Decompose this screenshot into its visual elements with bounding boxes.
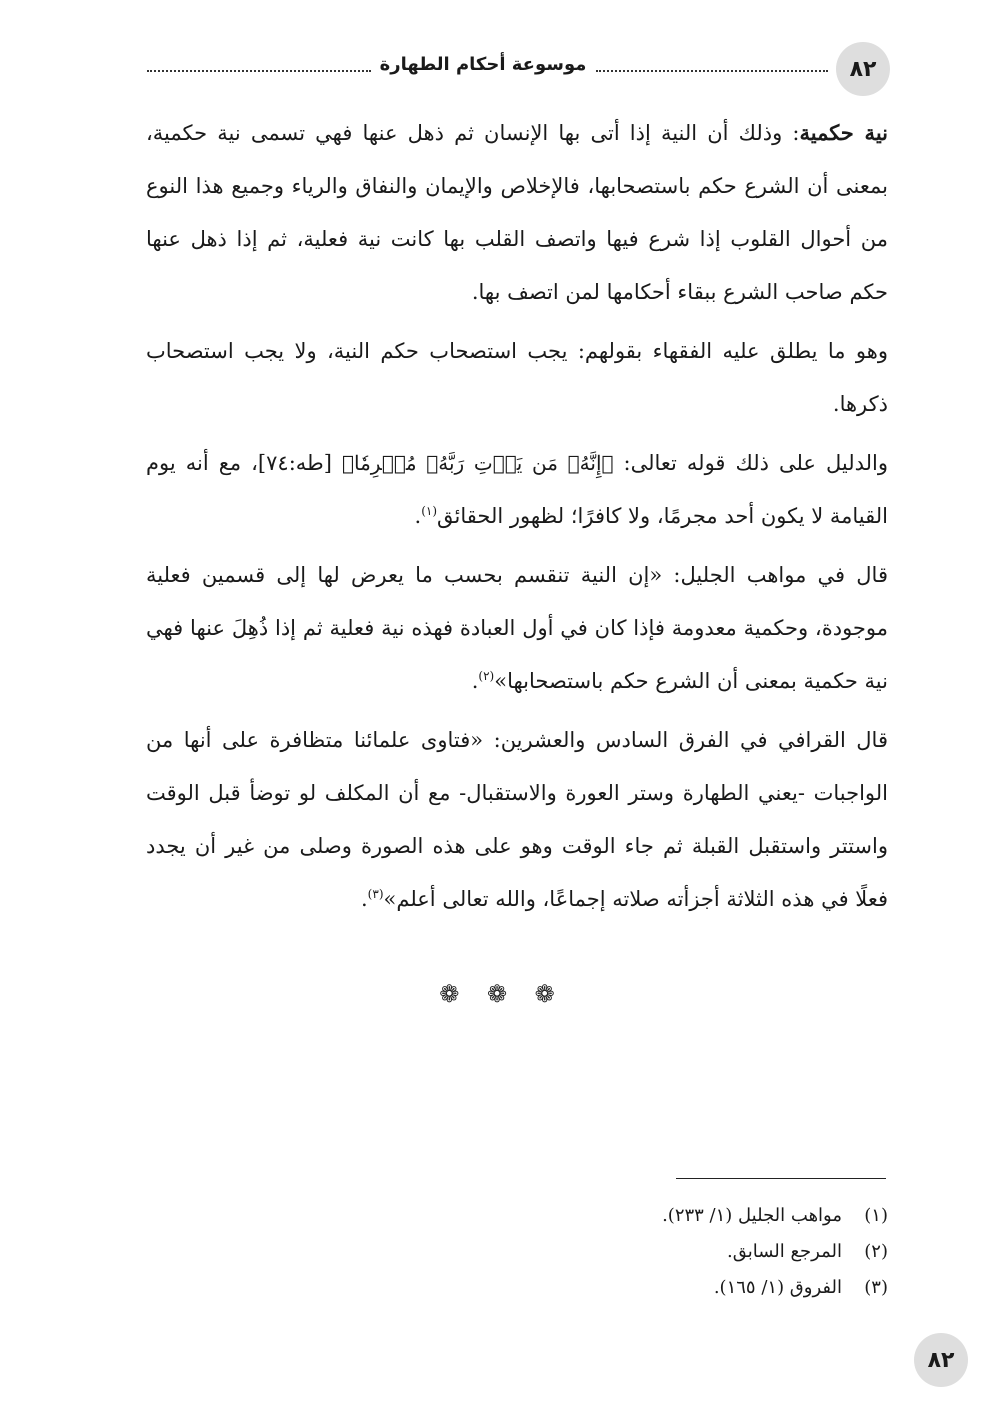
footnote-ref-3[interactable]: (٣) [367, 887, 384, 901]
paragraph-5-text: قال القرافي في الفرق السادس والعشرين: «فتاوى علمائنا متظافرة على أنها من الواجبات -يعني الطهارة وستر العورة والاستقبال- مع أن المكلف لو توضأ قبل الوقت واستتر واستقبل القبلة ثم جاء الوقت وهو على هذه الصورة وصلى من غير أن يجدد فعلًا في هذه الثلاثة أجزأته صلاته إجماعًا، والله تعالى أعلم» [146, 728, 888, 911]
page-number-badge-top: ٨٢ [836, 42, 890, 96]
paragraph-1-text: : وذلك أن النية إذا أتى بها الإنسان ثم ذهل عنها فهي تسمى نية حكمية، بمعنى أن الشرع حكم باستصحابها، فالإخلاص والإيمان والنفاق والرياء وجميع هذا النوع من أحوال القلوب إذا شرع فيها واتصف القلب بها كانت نية فعلية، ثم إذا ذهل عنها حكم صاحب الشرع ببقاء أحكامها لمن اتصف بها. [146, 121, 888, 304]
paragraph-4-end: . [471, 669, 479, 693]
page-number-badge-bottom: ٨٢ [914, 1333, 968, 1387]
footnote-item [288, 1270, 888, 1306]
footnote-ref-1[interactable]: (١) [421, 504, 438, 518]
paragraph-5-end: . [360, 887, 368, 911]
footnote-item [288, 1198, 888, 1234]
footnotes-list [288, 1198, 888, 1306]
paragraph-3 [146, 437, 888, 543]
header-dotted-line-left [147, 70, 371, 72]
paragraph-3-rest: [طه:٧٤]، مع أنه يوم القيامة لا يكون أحد مجرمًا، ولا كافرًا؛ لظهور الحقائق [146, 451, 888, 528]
footnote-divider [676, 1178, 886, 1179]
footnote-number: (٣) [864, 1277, 888, 1298]
footnote-number: (١) [864, 1205, 888, 1226]
footnote-text: الفروق (١/ ١٦٥). [713, 1277, 842, 1298]
paragraph-3-intro: والدليل على ذلك قوله تعالى: [613, 451, 889, 475]
paragraph-1 [146, 106, 888, 319]
paragraph-5 [146, 714, 888, 926]
footnote-text: المرجع السابق. [726, 1241, 842, 1262]
footnote-item [288, 1234, 888, 1270]
footnote-text: مواهب الجليل (١/ ٢٣٣). [662, 1205, 842, 1226]
paragraph-4-text: قال في مواهب الجليل: «إن النية تنقسم بحسب ما يعرض لها إلى قسمين فعلية موجودة، وحكمية معدومة فإذا كان في أول العبادة فهذه نية فعلية ثم إذا ذُهِلَ عنها فهي نية حكمية بمعنى أن الشرع حكم باستصحابها» [146, 563, 888, 693]
footnote-number: (٢) [864, 1241, 888, 1262]
page-header [145, 42, 890, 98]
section-separator-ornament: ❁ ❁ ❁ [439, 980, 565, 1008]
paragraph-3-end: . [414, 504, 422, 528]
body-text [146, 106, 888, 932]
header-dotted-line-right [596, 70, 828, 72]
paragraph-2: وهو ما يطلق عليه الفقهاء بقولهم: يجب استصحاب حكم النية، ولا يجب استصحاب ذكرها. [146, 339, 888, 416]
footnote-ref-2[interactable]: (٢) [478, 669, 495, 683]
running-title: موسوعة أحكام الطهارة [379, 54, 587, 75]
paragraph-lead-term: نية حكمية [799, 120, 888, 145]
quran-verse: ﴿إِنَّهُۥ مَن يَأۡتِ رَبَّهُۥ مُجۡرِمٗا﴾ [341, 451, 614, 475]
paragraph-4 [146, 549, 888, 708]
